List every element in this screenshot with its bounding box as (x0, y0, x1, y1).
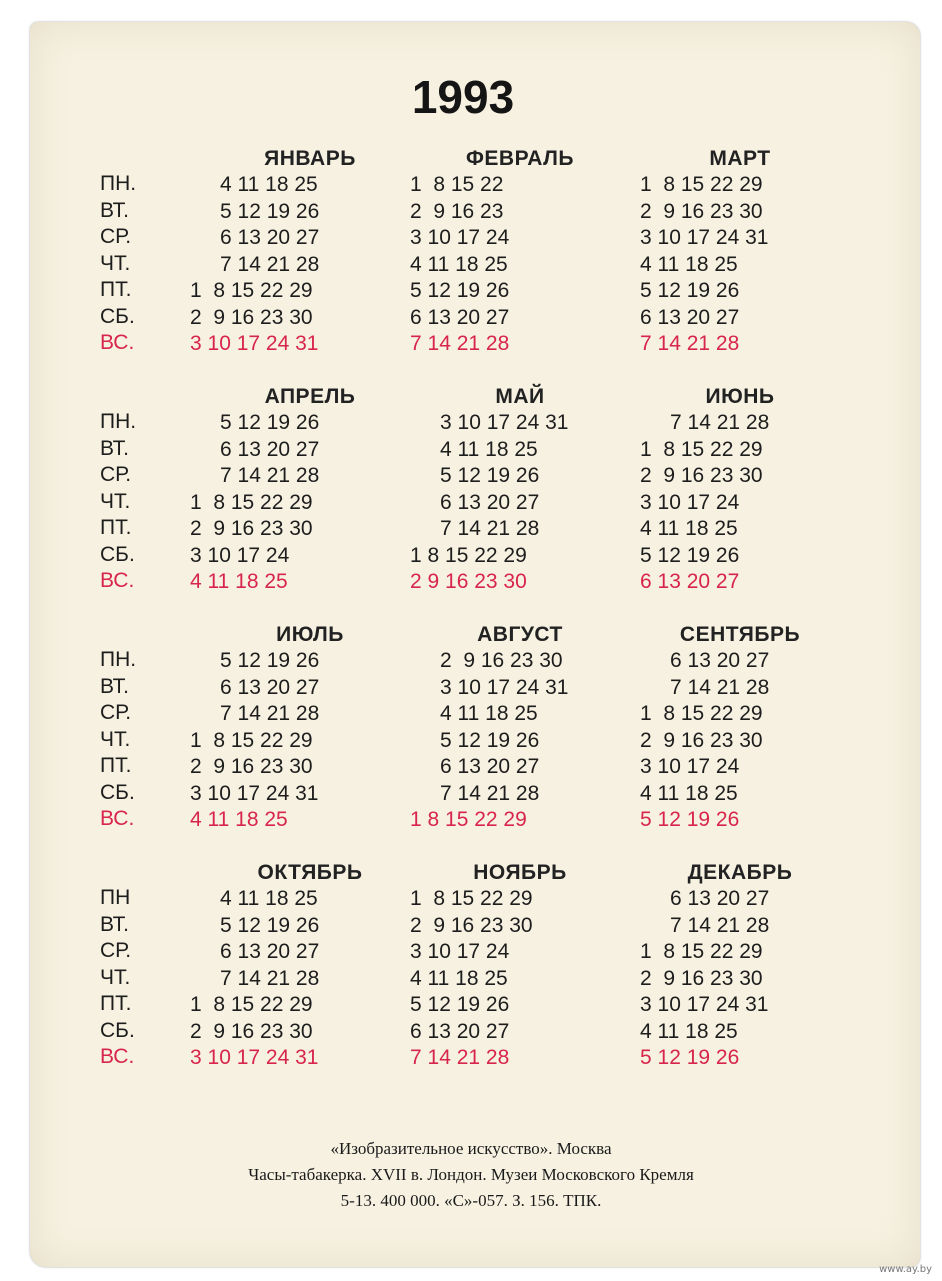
month-name: НОЯБРЬ (473, 861, 567, 884)
day-row: 1 8 15 22 29 (190, 490, 313, 514)
quarter-block (0, 146, 942, 366)
day-row: 5 12 19 26 (220, 199, 320, 223)
day-row: 2 9 16 23 30 (640, 199, 763, 223)
weekday-labels (100, 409, 180, 595)
day-row: 1 8 15 22 29 (640, 173, 763, 196)
day-row: 7 14 21 28 (670, 913, 770, 937)
day-row: 3 10 17 24 31 (190, 1046, 319, 1069)
day-row: 4 11 18 25 (190, 570, 288, 593)
weekday-label: ВС. (100, 331, 135, 354)
day-row: 5 12 19 26 (440, 728, 540, 752)
weekday-label: ВС. (100, 807, 135, 830)
month-name: АПРЕЛЬ (264, 385, 356, 408)
weekday-label: ПН. (100, 410, 137, 433)
day-row: 2 9 16 23 30 (440, 649, 563, 672)
calendar-year: 1993 (411, 71, 515, 123)
day-row: 6 13 20 27 (440, 755, 540, 778)
day-row: 3 10 17 24 (190, 543, 290, 567)
month-name: ИЮНЬ (705, 385, 775, 408)
day-row: 7 14 21 28 (440, 781, 540, 805)
day-row: 5 12 19 26 (220, 913, 320, 937)
weekday-label: ВТ. (100, 674, 129, 698)
quarter-block (0, 384, 942, 604)
footer-publisher: «Изобразительное искусство». Москва (330, 1139, 612, 1158)
weekday-label: СБ. (100, 304, 135, 328)
day-row: 7 14 21 28 (640, 332, 740, 355)
month-name: ИЮЛЬ (276, 623, 344, 646)
month-name: ДЕКАБРЬ (687, 861, 793, 884)
day-row: 3 10 17 24 31 (440, 411, 569, 434)
day-row: 7 14 21 28 (220, 702, 320, 725)
month-4 (190, 384, 430, 596)
weekday-label: ВТ. (100, 436, 129, 460)
weekday-label: СР. (100, 463, 132, 486)
month-name: ФЕВРАЛЬ (465, 147, 574, 170)
month-name: ОКТЯБРЬ (257, 861, 363, 884)
weekday-label: ВТ. (100, 198, 129, 222)
month-2 (410, 146, 650, 358)
day-row: 5 12 19 26 (220, 411, 320, 434)
weekday-label: ВС. (100, 1045, 135, 1068)
day-row: 4 11 18 25 (440, 437, 538, 461)
day-row: 4 11 18 25 (640, 781, 738, 805)
weekday-label: СР. (100, 225, 132, 248)
day-row: 5 12 19 26 (410, 279, 510, 302)
month-5 (410, 384, 650, 596)
weekday-label: ВТ. (100, 912, 129, 936)
month-3 (640, 146, 880, 358)
weekday-label: ПН. (100, 172, 137, 195)
weekday-label: ЧТ. (100, 727, 131, 751)
day-row: 5 12 19 26 (640, 1046, 740, 1069)
weekday-label: СБ. (100, 542, 135, 566)
day-row: 7 14 21 28 (220, 252, 320, 276)
month-11 (410, 860, 650, 1072)
day-row: 6 13 20 27 (220, 675, 320, 699)
day-row: 7 14 21 28 (670, 675, 770, 699)
month-10 (190, 860, 430, 1072)
weekday-label: ВС. (100, 569, 135, 592)
weekday-label: ПН. (100, 648, 137, 671)
day-row: 1 8 15 22 29 (640, 940, 763, 963)
weekday-labels (100, 885, 180, 1071)
day-row: 2 9 16 23 30 (640, 966, 763, 990)
day-row: 4 11 18 25 (640, 252, 738, 276)
day-row: 2 9 16 23 30 (190, 305, 313, 329)
day-row: 7 14 21 28 (440, 517, 540, 540)
day-row: 4 11 18 25 (640, 517, 738, 540)
day-row: 4 11 18 25 (640, 1019, 738, 1043)
weekday-labels (100, 171, 180, 357)
weekday-label: СБ. (100, 1018, 135, 1042)
month-8 (410, 622, 650, 834)
month-7 (190, 622, 430, 834)
day-row: 2 9 16 23 30 (190, 517, 313, 540)
day-row: 5 12 19 26 (220, 649, 320, 672)
day-row: 1 8 15 22 29 (190, 728, 313, 752)
day-row: 5 12 19 26 (440, 464, 540, 487)
day-row: 3 10 17 24 31 (640, 993, 769, 1016)
month-9 (640, 622, 880, 834)
day-row: 7 14 21 28 (410, 332, 510, 355)
day-row: 1 8 15 22 29 (410, 808, 527, 831)
weekday-label: ЧТ. (100, 965, 131, 989)
day-row: 6 13 20 27 (670, 887, 770, 910)
weekday-label: ПТ. (100, 278, 132, 301)
day-row: 6 13 20 27 (440, 490, 540, 514)
day-row: 2 9 16 23 30 (190, 1019, 313, 1043)
weekday-label: ПТ. (100, 754, 132, 777)
day-row: 6 13 20 27 (410, 1019, 510, 1043)
day-row: 1 8 15 22 29 (410, 543, 527, 567)
weekday-label: ПН (100, 886, 131, 909)
weekday-label: ПТ. (100, 992, 132, 1015)
day-row: 3 10 17 24 (640, 490, 740, 514)
day-row: 1 8 15 22 29 (640, 437, 763, 461)
day-row: 6 13 20 27 (220, 940, 320, 963)
day-row: 4 11 18 25 (190, 808, 288, 831)
day-row: 4 11 18 25 (410, 966, 508, 990)
day-row: 2 9 16 23 30 (410, 913, 533, 937)
day-row: 6 13 20 27 (410, 305, 510, 329)
weekday-label: ЧТ. (100, 251, 131, 275)
day-row: 4 11 18 25 (440, 702, 538, 725)
day-row: 4 11 18 25 (220, 887, 318, 910)
month-name: ЯНВАРЬ (264, 147, 356, 170)
month-name: МАЙ (495, 385, 545, 408)
quarter-block (0, 860, 942, 1080)
weekday-label: СР. (100, 939, 132, 962)
day-row: 7 14 21 28 (670, 411, 770, 434)
day-row: 5 12 19 26 (640, 808, 740, 831)
day-row: 6 13 20 27 (640, 305, 740, 329)
day-row: 1 8 15 22 29 (190, 279, 313, 302)
day-row: 1 8 15 22 29 (410, 887, 533, 910)
footer (0, 1136, 942, 1214)
weekday-label: СР. (100, 701, 132, 724)
day-row: 3 10 17 24 (410, 226, 510, 249)
day-row: 5 12 19 26 (640, 279, 740, 302)
day-row: 3 10 17 24 (410, 940, 510, 963)
day-row: 2 9 16 23 30 (190, 755, 313, 778)
month-name: МАРТ (709, 147, 771, 170)
day-row: 2 9 16 23 30 (640, 464, 763, 487)
day-row: 4 11 18 25 (220, 173, 318, 196)
day-row: 3 10 17 24 31 (190, 781, 319, 805)
weekday-label: СБ. (100, 780, 135, 804)
day-row: 6 13 20 27 (220, 437, 320, 461)
day-row: 3 10 17 24 31 (190, 332, 319, 355)
month-name: АВГУСТ (477, 623, 563, 646)
day-row: 1 8 15 22 29 (190, 993, 313, 1016)
day-row: 3 10 17 24 31 (640, 226, 769, 249)
month-name: СЕНТЯБРЬ (679, 623, 801, 646)
day-row: 3 10 17 24 31 (440, 675, 569, 699)
day-row: 5 12 19 26 (640, 543, 740, 567)
month-1 (190, 146, 430, 358)
day-row: 1 8 15 22 (410, 173, 504, 196)
day-row: 6 13 20 27 (670, 649, 770, 672)
day-row: 7 14 21 28 (220, 464, 320, 487)
day-row: 7 14 21 28 (220, 966, 320, 990)
quarter-block (0, 622, 942, 842)
footer-print-info: 5-13. 400 000. «С»-057. З. 156. ТПК. (340, 1191, 602, 1210)
day-row: 2 9 16 23 (410, 199, 504, 223)
day-row: 7 14 21 28 (410, 1046, 510, 1069)
day-row: 4 11 18 25 (410, 252, 508, 276)
day-row: 2 9 16 23 30 (410, 570, 527, 593)
weekday-labels (100, 647, 180, 833)
month-6 (640, 384, 880, 596)
day-row: 3 10 17 24 (640, 755, 740, 778)
day-row: 6 13 20 27 (220, 226, 320, 249)
day-row: 5 12 19 26 (410, 993, 510, 1016)
day-row: 1 8 15 22 29 (640, 702, 763, 725)
watermark: www.ay.by (879, 1264, 932, 1275)
day-row: 6 13 20 27 (640, 570, 740, 593)
weekday-label: ЧТ. (100, 489, 131, 513)
day-row: 2 9 16 23 30 (640, 728, 763, 752)
month-12 (640, 860, 880, 1072)
footer-caption: Часы-табакерка. XVII в. Лондон. Музеи Московского Кремля (248, 1165, 694, 1184)
weekday-label: ПТ. (100, 516, 132, 539)
